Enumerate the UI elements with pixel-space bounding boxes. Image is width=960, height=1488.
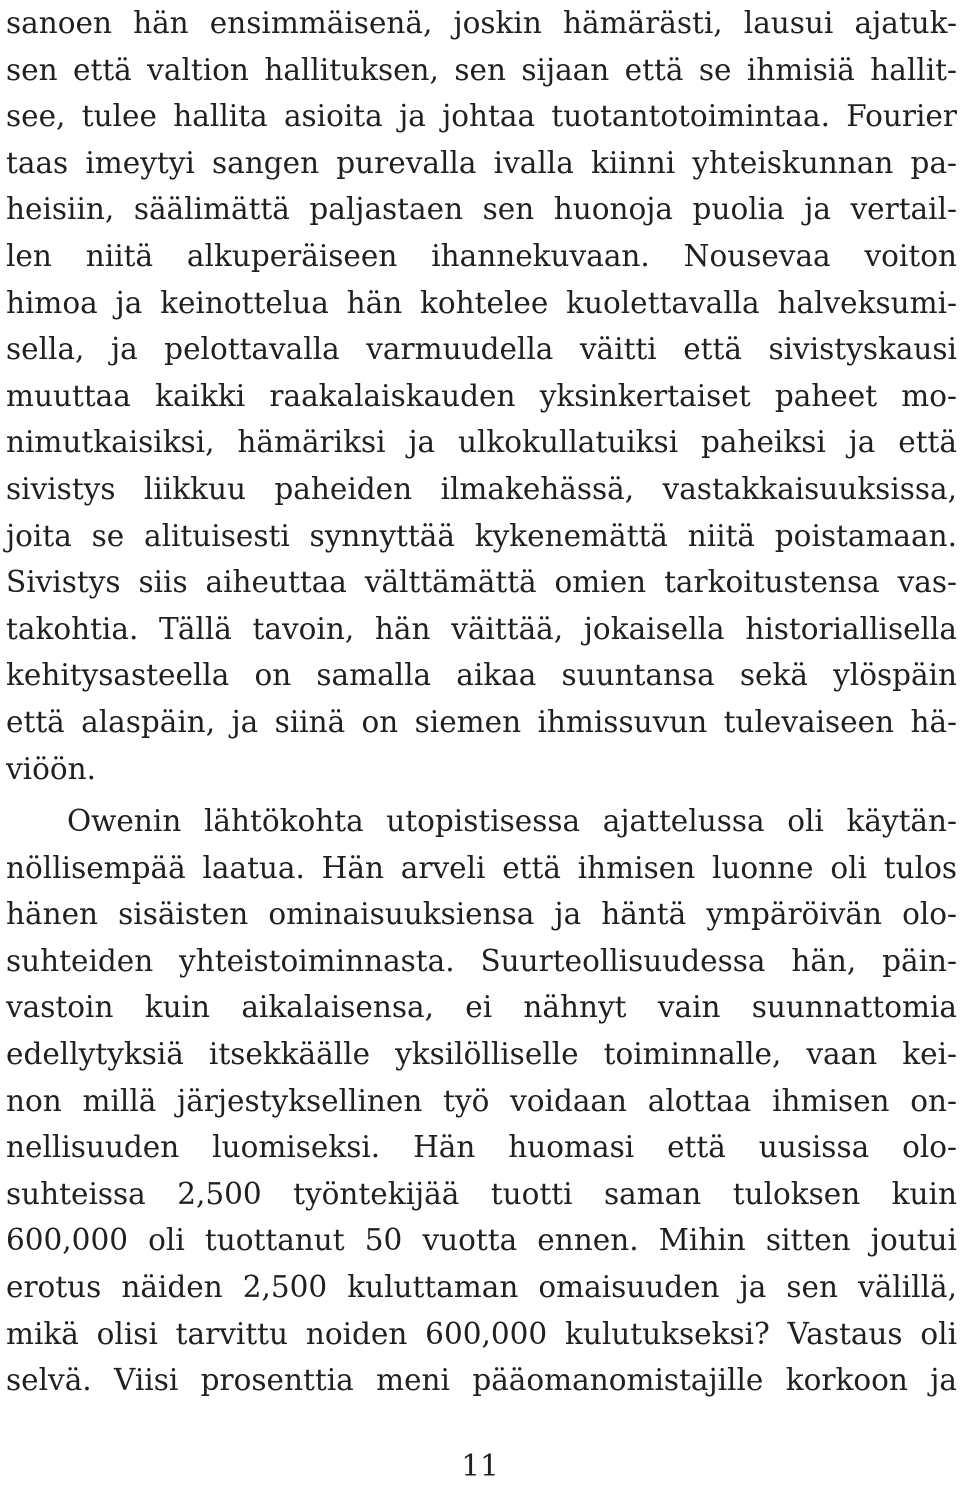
text-line: vastoin kuin aikalaisensa, ei nähnyt vain suunnattomia [6, 990, 957, 1025]
paragraph-2 [6, 798, 957, 1404]
text-line: edellytyksiä itsekkäälle yksilölliselle toiminnalle, vaan kei- [6, 1037, 957, 1072]
text-line: heisiin, säälimättä paljastaen sen huonoja puolia ja vertail- [6, 192, 957, 227]
text-line: viöön. [6, 751, 96, 786]
text-line: Owenin lähtökohta utopistisessa ajattelussa oli käytän- [67, 804, 957, 839]
text-line: kehitysasteella on samalla aikaa suuntansa sekä ylöspäin [6, 658, 957, 693]
paragraph-1 [6, 0, 957, 792]
text-line: muuttaa kaikki raakalaiskauden yksinkertaiset paheet mo- [6, 378, 957, 413]
text-line: nimutkaisiksi, hämäriksi ja ulkokullatuiksi paheiksi ja että [6, 425, 957, 460]
text-line: että alaspäin, ja siinä on siemen ihmissuvun tulevaiseen hä- [6, 704, 957, 739]
text-line: hänen sisäisten ominaisuuksiensa ja häntä ympäröivän olo- [6, 897, 957, 932]
body-text [6, 0, 957, 1404]
page-number: 11 [461, 1449, 499, 1483]
text-line: suhteiden yhteistoiminnasta. Suurteollisuudessa hän, päin- [6, 943, 957, 978]
text-line: Sivistys siis aiheuttaa välttämättä omien tarkoitustensa vas- [6, 565, 957, 600]
text-line: takohtia. Tällä tavoin, hän väittää, jokaisella historiallisella [6, 611, 957, 646]
text-line: non millä järjestyksellinen työ voidaan alottaa ihmisen on- [6, 1083, 957, 1118]
text-line: nöllisempää laatua. Hän arveli että ihmisen luonne oli tulos [6, 850, 957, 885]
text-line: sen että valtion hallituksen, sen sijaan että se ihmisiä hallit- [6, 52, 957, 87]
text-line: joita se alituisesti synnyttää kykenemättä niitä poistamaan. [6, 518, 957, 553]
text-line: himoa ja keinottelua hän kohtelee kuolettavalla halveksumi- [6, 285, 957, 320]
text-line: nellisuuden luomiseksi. Hän huomasi että uusissa olo- [6, 1130, 957, 1165]
text-line: sivistys liikkuu paheiden ilmakehässä, vastakkaisuuksissa, [6, 471, 957, 506]
text-line: 600,000 oli tuottanut 50 vuotta ennen. Mihin sitten joutui [6, 1223, 957, 1258]
text-line: see, tulee hallita asioita ja johtaa tuotantotoimintaa. Fourier [6, 99, 957, 134]
text-line: len niitä alkuperäiseen ihannekuvaan. Nousevaa voiton [6, 238, 957, 273]
text-line: mikä olisi tarvittu noiden 600,000 kulutukseksi? Vastaus oli [6, 1316, 957, 1351]
text-line: sella, ja pelottavalla varmuudella väitti että sivistyskausi [6, 332, 957, 367]
text-line: erotus näiden 2,500 kuluttaman omaisuuden ja sen välillä, [6, 1270, 957, 1305]
text-line: sanoen hän ensimmäisenä, joskin hämärästi, lausui ajatuk- [6, 6, 957, 40]
text-line: taas imeytyi sangen purevalla ivalla kiinni yhteiskunnan pa- [6, 145, 957, 180]
text-line: suhteissa 2,500 työntekijää tuotti saman tuloksen kuin [6, 1176, 957, 1211]
text-line: selvä. Viisi prosenttia meni pääomanomistajille korkoon ja [6, 1363, 957, 1398]
